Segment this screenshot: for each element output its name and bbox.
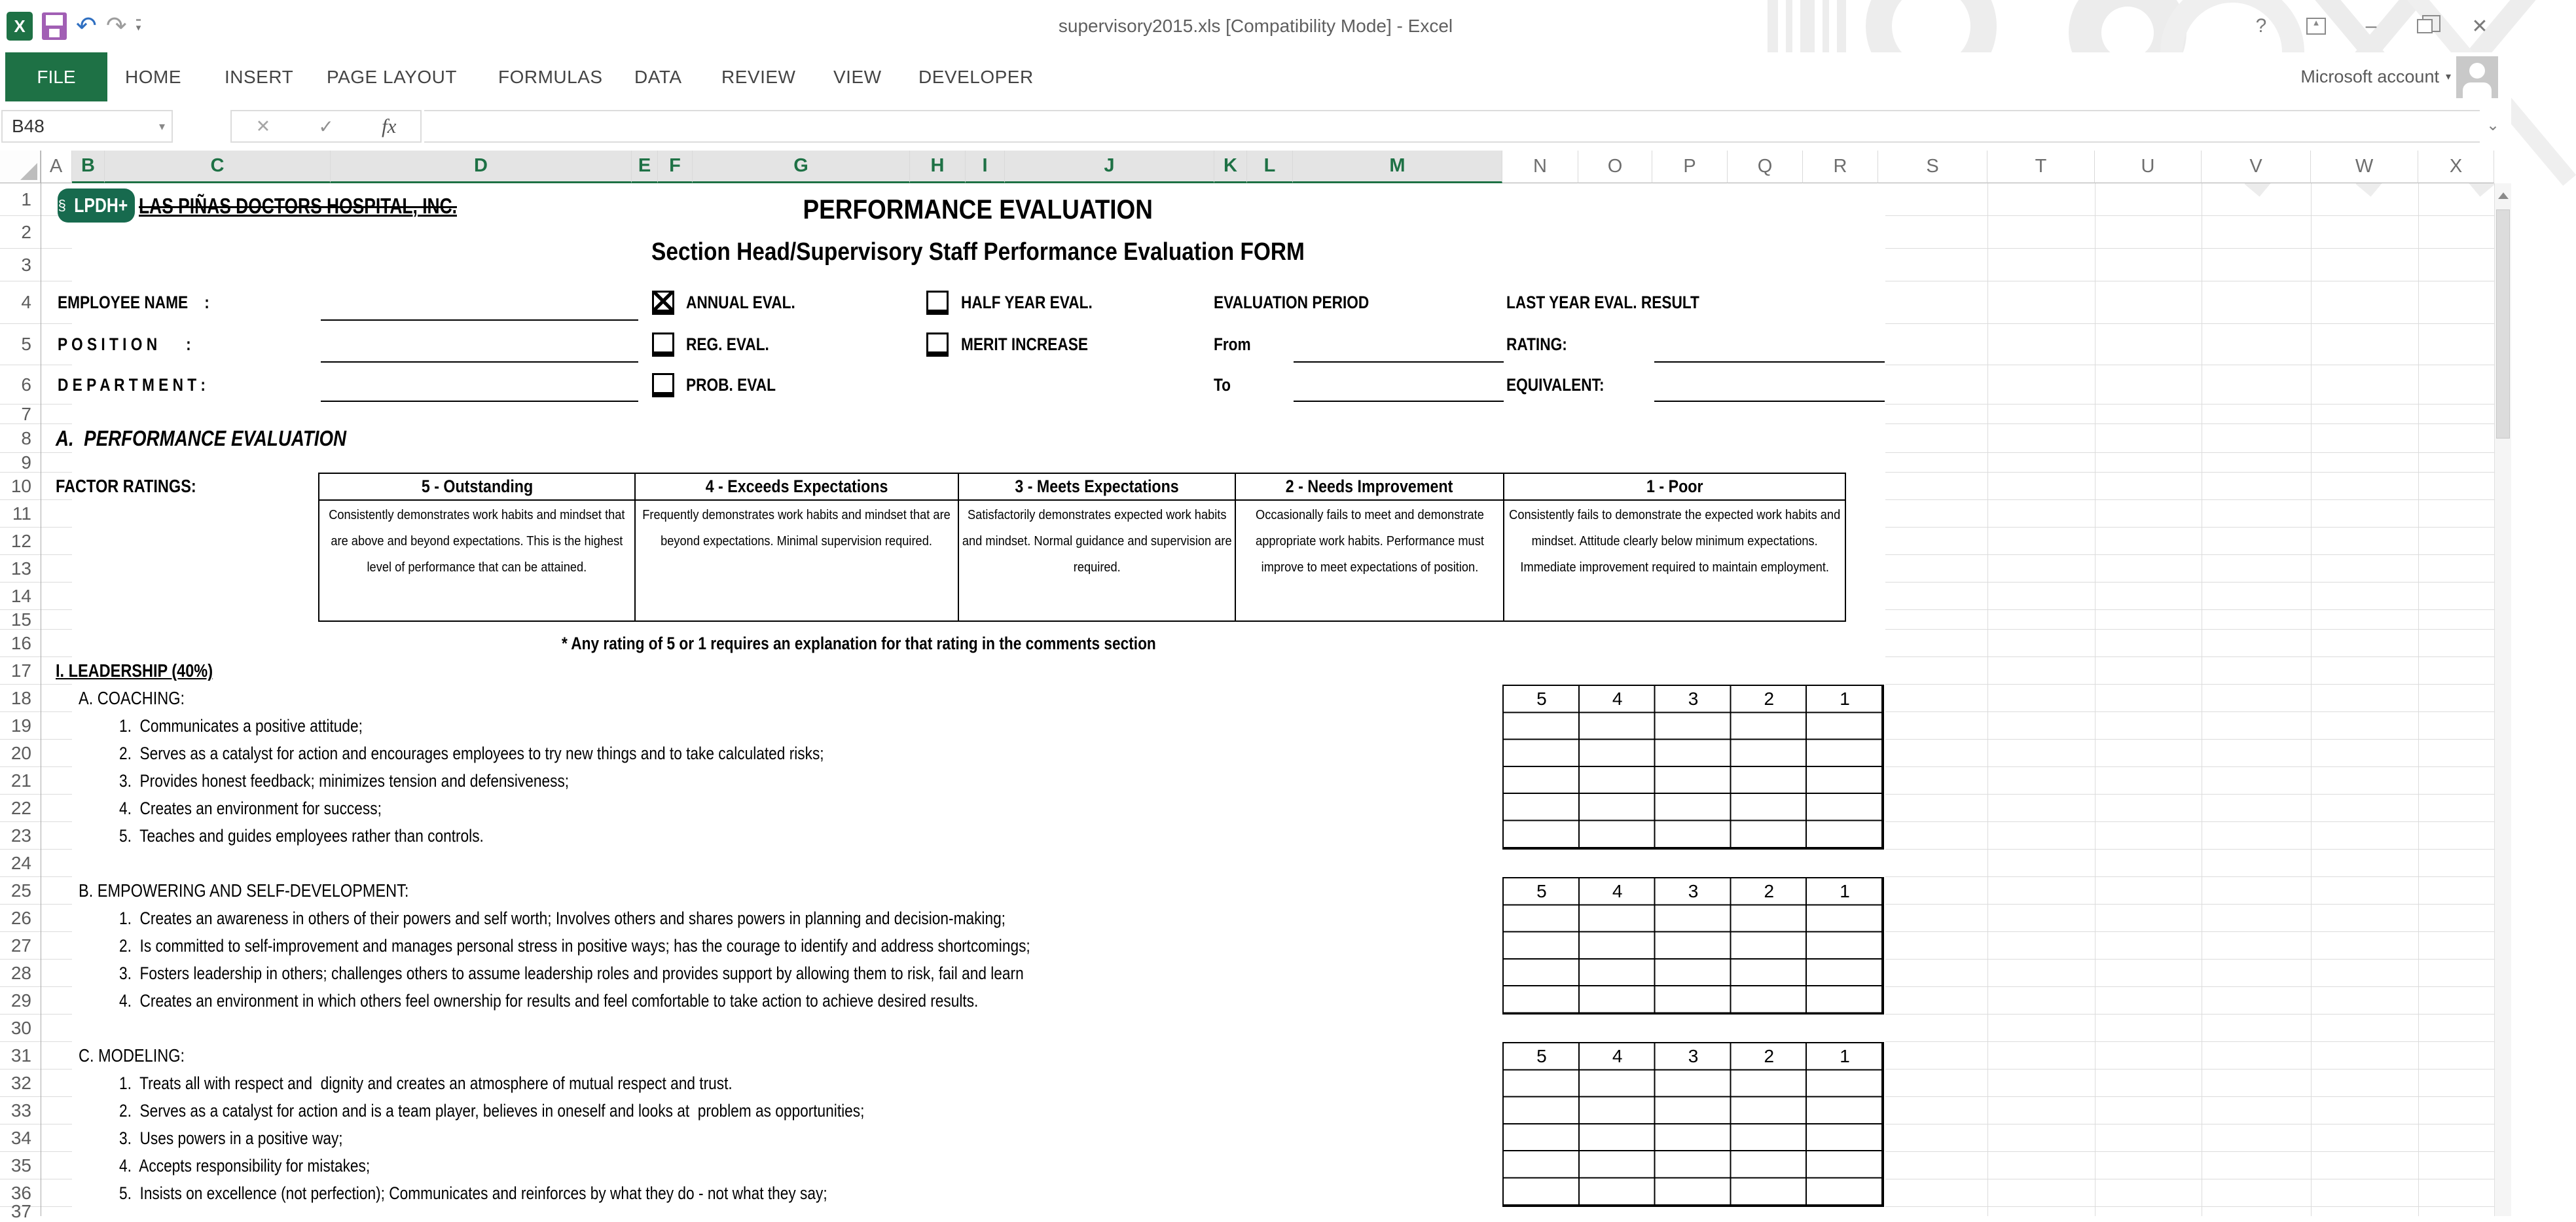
row-header[interactable]: 31 bbox=[0, 1042, 72, 1069]
factor-description: Consistently fails to demonstrate the expected work habits and mindset. Attitude clearly below minimum expectations. Immediate improvement required to maintain employment. bbox=[1508, 507, 1841, 575]
position-label: P O S I T I O N : bbox=[58, 334, 191, 354]
factor-header: 3 - Meets Expectations bbox=[959, 474, 1235, 501]
row-header[interactable]: 8 bbox=[0, 424, 72, 453]
factor-ratings-label: FACTOR RATINGS: bbox=[56, 476, 196, 496]
list-item: 2. Serves as a catalyst for action and encourages employees to try new things and to take calculated risks; bbox=[119, 743, 824, 763]
sheet-gridlines bbox=[1885, 183, 2494, 1216]
scroll-up-button[interactable] bbox=[2496, 186, 2510, 206]
department-field[interactable] bbox=[321, 401, 638, 402]
annual-eval-label: ANNUAL EVAL. bbox=[686, 292, 795, 312]
subsection-c-title: C. MODELING: bbox=[79, 1045, 185, 1066]
rating-grid-modeling[interactable] bbox=[1502, 1042, 1884, 1207]
rating-label: RATING: bbox=[1506, 334, 1567, 354]
from-label: From bbox=[1214, 334, 1251, 354]
col-header[interactable]: V bbox=[2202, 151, 2311, 183]
col-header[interactable]: I bbox=[966, 151, 1005, 183]
tab-file[interactable]: FILE bbox=[5, 52, 107, 101]
col-header[interactable]: F bbox=[658, 151, 693, 183]
position-field[interactable] bbox=[321, 361, 638, 363]
form-title: PERFORMANCE EVALUATION bbox=[803, 194, 1153, 225]
employee-name-field[interactable] bbox=[321, 319, 638, 321]
formula-buttons bbox=[230, 110, 422, 143]
row-header[interactable]: 18 bbox=[0, 685, 72, 712]
caduceus-icon: § bbox=[58, 197, 66, 213]
name-box-dropdown-icon[interactable]: ▾ bbox=[158, 119, 165, 133]
scrollbar-thumb[interactable] bbox=[2496, 209, 2510, 439]
help-button[interactable]: ? bbox=[2255, 15, 2267, 37]
rating-note: * Any rating of 5 or 1 requires an explanation for that rating in the comments section bbox=[562, 633, 1156, 653]
factor-header: 1 - Poor bbox=[1504, 474, 1845, 501]
to-label: To bbox=[1214, 374, 1231, 395]
list-item: 4. Creates an environment for success; bbox=[119, 798, 382, 818]
factor-column bbox=[636, 474, 959, 620]
col-header[interactable]: L bbox=[1247, 151, 1293, 183]
rating-grid-coaching[interactable] bbox=[1502, 685, 1884, 850]
rating-grid-header: 5 4 3 2 1 bbox=[1536, 689, 1850, 709]
row-header[interactable]: 32 bbox=[0, 1069, 72, 1097]
col-header[interactable]: A bbox=[41, 151, 72, 183]
restore-icon bbox=[2417, 19, 2433, 33]
employee-name-label: EMPLOYEE NAME : bbox=[58, 292, 209, 312]
formula-bar bbox=[0, 101, 2511, 151]
row-header[interactable]: 29 bbox=[0, 987, 72, 1015]
col-header[interactable]: E bbox=[632, 151, 658, 183]
row-header[interactable]: 15 bbox=[0, 610, 72, 630]
row-header[interactable]: 26 bbox=[0, 905, 72, 932]
rating-grid-header: 5 4 3 2 1 bbox=[1536, 881, 1850, 901]
row-header[interactable]: 22 bbox=[0, 795, 72, 822]
row-header[interactable]: 24 bbox=[0, 850, 72, 877]
row-header[interactable]: 7 bbox=[0, 404, 72, 424]
checkbox-reg-eval[interactable] bbox=[652, 332, 674, 357]
factor-column bbox=[1504, 474, 1845, 620]
leadership-title: I. LEADERSHIP (40%) bbox=[56, 660, 213, 681]
row-header[interactable]: 25 bbox=[0, 877, 72, 905]
tab-developer[interactable]: DEVELOPER bbox=[918, 66, 1034, 87]
form-subtitle: Section Head/Supervisory Staff Performance Evaluation FORM bbox=[651, 238, 1305, 266]
list-item: 5. Insists on excellence (not perfection); Communicates and reinforces by what they do - not what they say; bbox=[119, 1183, 827, 1203]
factor-description: Satisfactorily demonstrates expected work habits and mindset. Normal guidance and supervision are required. bbox=[962, 507, 1232, 575]
col-header[interactable]: D bbox=[331, 151, 632, 183]
col-header[interactable]: T bbox=[1987, 151, 2095, 183]
row-header[interactable]: 5 bbox=[0, 324, 72, 365]
half-year-eval-label: HALF YEAR EVAL. bbox=[961, 292, 1093, 312]
factor-description: Frequently demonstrates work habits and mindset that are beyond expectations. Minimal supervision required. bbox=[642, 507, 951, 548]
list-item: 5. Teaches and guides employees rather than controls. bbox=[119, 825, 484, 846]
factor-description: Consistently demonstrates work habits and mindset that are above and beyond expectations. This is the highest level of performance that can be attained. bbox=[329, 507, 625, 575]
prob-eval-label: PROB. EVAL bbox=[686, 374, 776, 395]
col-header[interactable]: X bbox=[2418, 151, 2494, 183]
col-header[interactable]: G bbox=[693, 151, 910, 183]
row-header[interactable]: 3 bbox=[0, 249, 72, 281]
list-item: 3. Provides honest feedback; minimizes tension and defensiveness; bbox=[119, 770, 570, 791]
row-header[interactable]: 12 bbox=[0, 528, 72, 555]
col-header[interactable]: Q bbox=[1728, 151, 1803, 183]
checkbox-half-year-eval[interactable] bbox=[926, 291, 949, 315]
row-header[interactable]: 21 bbox=[0, 767, 72, 795]
rating-grid-empowering[interactable] bbox=[1502, 877, 1884, 1015]
subsection-a-title: A. COACHING: bbox=[79, 688, 185, 708]
from-field[interactable] bbox=[1294, 361, 1504, 363]
col-header[interactable]: W bbox=[2311, 151, 2418, 183]
col-header[interactable]: J bbox=[1005, 151, 1214, 183]
row-header[interactable]: 13 bbox=[0, 555, 72, 583]
list-item: 4. Creates an environment in which others feel ownership for results and feel comfortable to take action to achieve desired results. bbox=[119, 990, 979, 1011]
factor-column bbox=[959, 474, 1236, 620]
account-label: Microsoft account bbox=[2300, 66, 2439, 86]
formula-input[interactable] bbox=[424, 110, 2480, 143]
col-header[interactable]: U bbox=[2095, 151, 2202, 183]
ribbon-display-options-button[interactable] bbox=[2302, 12, 2331, 41]
name-box[interactable] bbox=[1, 110, 173, 143]
row-header[interactable]: 27 bbox=[0, 932, 72, 960]
col-header[interactable]: H bbox=[910, 151, 966, 183]
company-name: LAS PIÑAS DOCTORS HOSPITAL, INC. bbox=[139, 194, 457, 218]
factor-ratings-table bbox=[318, 473, 1846, 622]
row-header[interactable]: 11 bbox=[0, 500, 72, 528]
formula-bar-expand-icon[interactable]: ⌄ bbox=[2486, 117, 2500, 134]
row-header[interactable]: 30 bbox=[0, 1015, 72, 1042]
row-header[interactable]: 2 bbox=[0, 216, 72, 249]
avatar[interactable] bbox=[2456, 56, 2498, 98]
equivalent-field[interactable] bbox=[1654, 401, 1885, 402]
col-header[interactable]: M bbox=[1293, 151, 1502, 183]
reg-eval-label: REG. EVAL. bbox=[686, 334, 769, 354]
department-label: D E P A R T M E N T : bbox=[58, 374, 206, 395]
list-item: 4. Accepts responsibility for mistakes; bbox=[119, 1155, 371, 1176]
col-header[interactable]: N bbox=[1502, 151, 1578, 183]
row-header[interactable]: 17 bbox=[0, 657, 72, 685]
ribbon-display-icon bbox=[2306, 18, 2326, 35]
list-item: 2. Is committed to self-improvement and manages personal stress in positive ways; has the courage to identify and address shortcomings; bbox=[119, 935, 1030, 956]
row-header[interactable]: 14 bbox=[0, 583, 72, 610]
col-header[interactable]: K bbox=[1214, 151, 1247, 183]
row-header[interactable]: 35 bbox=[0, 1152, 72, 1179]
gridline bbox=[2311, 183, 2312, 1216]
title-bar bbox=[0, 0, 2511, 52]
evaluation-period-label: EVALUATION PERIOD bbox=[1214, 292, 1370, 312]
list-item: 1. Treats all with respect and dignity and creates an atmosphere of mutual respect and trust. bbox=[119, 1073, 733, 1093]
list-item: 2. Serves as a catalyst for action and is a team player, believes in oneself and looks at problem as opportunities; bbox=[119, 1100, 865, 1121]
tab-data[interactable]: DATA bbox=[634, 66, 682, 87]
col-header[interactable]: S bbox=[1878, 151, 1987, 183]
factor-header: 2 - Needs Improvement bbox=[1236, 474, 1503, 501]
quick-access-toolbar bbox=[7, 9, 141, 43]
row-header[interactable]: 10 bbox=[0, 473, 72, 500]
row-header[interactable]: 37 bbox=[10, 1201, 31, 1221]
checkbox-merit-increase[interactable] bbox=[926, 332, 949, 357]
customize-qat-dropdown-icon[interactable]: ▾ bbox=[136, 19, 141, 33]
account-dropdown-icon: ▾ bbox=[2445, 71, 2451, 82]
row-header[interactable]: 23 bbox=[0, 822, 72, 850]
restore-button[interactable] bbox=[2410, 12, 2439, 41]
ribbon-tab-bar bbox=[0, 52, 2511, 101]
list-item: 3. Uses powers in a positive way; bbox=[119, 1128, 343, 1148]
to-field[interactable] bbox=[1294, 401, 1504, 402]
row-header[interactable]: 33 bbox=[0, 1097, 72, 1124]
row-header[interactable]: 34 bbox=[0, 1124, 72, 1152]
gridline bbox=[2418, 183, 2419, 1216]
gridline bbox=[1987, 183, 1988, 1216]
col-header[interactable]: C bbox=[105, 151, 331, 183]
factor-description: Occasionally fails to meet and demonstrate appropriate work habits. Performance must improve to meet expectations of position. bbox=[1255, 507, 1484, 575]
row-header[interactable]: 20 bbox=[0, 740, 72, 767]
factor-header: 4 - Exceeds Expectations bbox=[636, 474, 958, 501]
list-item: 1. Creates an awareness in others of their powers and self worth; Involves others and shares powers in planning and decision-making; bbox=[119, 908, 1006, 928]
row-header[interactable]: 16 bbox=[0, 630, 72, 657]
tab-insert[interactable]: INSERT bbox=[225, 66, 294, 87]
logo-text: LPDH+ bbox=[74, 194, 128, 217]
row-header[interactable]: 1 bbox=[0, 183, 72, 216]
checkbox-prob-eval[interactable] bbox=[652, 373, 674, 397]
tab-view[interactable]: VIEW bbox=[833, 66, 882, 87]
account-menu[interactable] bbox=[2300, 60, 2451, 93]
row-header[interactable]: 19 bbox=[0, 712, 72, 740]
section-a-title: A. PERFORMANCE EVALUATION bbox=[56, 426, 347, 450]
checkbox-annual-eval[interactable] bbox=[652, 291, 674, 315]
window-title: supervisory2015.xls [Compatibility Mode] - Excel bbox=[1058, 16, 1453, 36]
vertical-scrollbar bbox=[2494, 183, 2511, 1216]
row-header[interactable]: 6 bbox=[0, 365, 72, 404]
factor-column bbox=[319, 474, 636, 620]
list-item: 3. Fosters leadership in others; challenges others to assume leadership roles and provides support by allowing them to risk, fail and learn bbox=[119, 963, 1024, 983]
close-button[interactable]: ✕ bbox=[2471, 15, 2488, 37]
last-year-eval-label: LAST YEAR EVAL. RESULT bbox=[1506, 292, 1699, 312]
cancel-icon[interactable]: ✕ bbox=[255, 116, 271, 136]
save-button[interactable] bbox=[42, 12, 67, 40]
rating-grid-header: 5 4 3 2 1 bbox=[1536, 1046, 1850, 1066]
factor-header: 5 - Outstanding bbox=[319, 474, 634, 501]
col-header[interactable]: R bbox=[1803, 151, 1878, 183]
redo-button[interactable]: ↷ bbox=[105, 12, 127, 40]
select-all-button[interactable] bbox=[0, 151, 41, 183]
excel-app-icon bbox=[7, 12, 33, 41]
factor-column bbox=[1236, 474, 1504, 620]
undo-button[interactable]: ↶ bbox=[76, 12, 97, 40]
list-item: 1. Communicates a positive attitude; bbox=[119, 715, 363, 736]
equivalent-label: EQUIVALENT: bbox=[1506, 374, 1605, 395]
tab-home[interactable]: HOME bbox=[125, 66, 181, 87]
enter-icon[interactable]: ✓ bbox=[318, 116, 334, 137]
tab-review[interactable]: REVIEW bbox=[721, 66, 796, 87]
col-header[interactable]: O bbox=[1578, 151, 1652, 183]
subsection-b-title: B. EMPOWERING AND SELF-DEVELOPMENT: bbox=[79, 880, 409, 901]
row-header[interactable]: 4 bbox=[0, 281, 72, 324]
merit-increase-label: MERIT INCREASE bbox=[961, 334, 1089, 354]
rating-field[interactable] bbox=[1654, 361, 1885, 363]
row-header[interactable]: 36 bbox=[0, 1179, 72, 1207]
insert-function-icon[interactable]: fx bbox=[382, 115, 397, 137]
row-header[interactable]: 9 bbox=[0, 453, 72, 473]
tab-page-layout[interactable]: PAGE LAYOUT bbox=[327, 66, 457, 87]
row-header[interactable]: 28 bbox=[0, 960, 72, 987]
name-box-value: B48 bbox=[12, 116, 45, 136]
minimize-button[interactable]: – bbox=[2365, 15, 2377, 37]
col-header[interactable]: B bbox=[72, 151, 105, 183]
tab-formulas[interactable]: FORMULAS bbox=[498, 66, 603, 87]
column-header-row bbox=[0, 151, 2494, 183]
col-header[interactable]: P bbox=[1652, 151, 1728, 183]
